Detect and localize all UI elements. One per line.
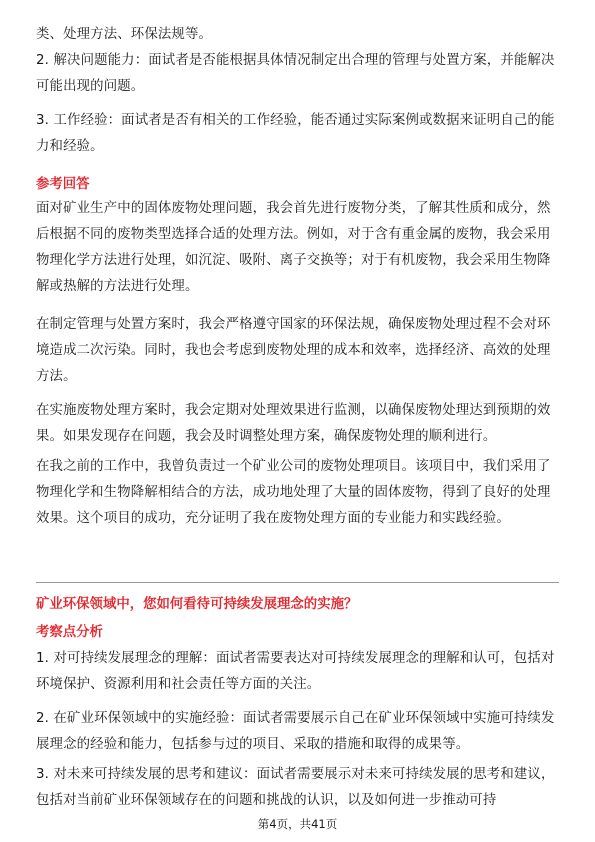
- answer-heading: 参考回答: [36, 177, 90, 192]
- analysis-item: 2. 在矿业环保领域中的实施经验：面试者需要展示自己在矿业环保领域中实施可持续发展理念的经验和能力，包括参与过的项目、采取的措施和取得的成果等。: [36, 711, 555, 752]
- criteria-item-continued: 类、处理方法、环保法规等。: [36, 27, 213, 42]
- answer-paragraph: 在实施废物处理方案时，我会定期对处理效果进行监测，以确保废物处理达到预期的效果。如果发现存在问题，我会及时调整处理方案，确保废物处理的顺利进行。: [36, 403, 551, 444]
- analysis-heading: 考察点分析: [36, 625, 103, 640]
- answer-paragraph: 面对矿业生产中的固体废物处理问题，我会首先进行废物分类，了解其性质和成分，然后根据不同的废物类型选择合适的处理方法。例如，对于含有重金属的废物，我会采用物理化学方法进行处理，如沉淀、吸附、离子交换等；对于有机废物，我会采用生物降解或热解的方法进行处理。: [36, 201, 551, 294]
- answer-paragraph: 在我之前的工作中，我曾负责过一个矿业公司的废物处理项目。该项目中，我们采用了物理化学和生物降解相结合的方法，成功地处理了大量的固体废物，得到了良好的处理效果。这个项目的成功，充分证明了我在废物处理方面的专业能力和实践经验。: [36, 459, 551, 526]
- question-heading: 矿业环保领域中，您如何看待可持续发展理念的实施？: [36, 597, 358, 612]
- analysis-item: 1. 对可持续发展理念的理解：面试者需要表达对可持续发展理念的理解和认可，包括对环境保护、资源利用和社会责任等方面的关注。: [36, 651, 555, 692]
- section-divider: [36, 582, 559, 583]
- page-footer: 第4页，共41页: [257, 817, 338, 831]
- analysis-item: 3. 对未来可持续发展的思考和建议：面试者需要展示对未来可持续发展的思考和建议，包括对当前矿业环保领域存在的问题和挑战的认识，以及如何进一步推动可持: [36, 767, 555, 808]
- answer-paragraph: 在制定管理与处置方案时，我会严格遵守国家的环保法规，确保废物处理过程不会对环境造成二次污染。同时，我也会考虑到废物处理的成本和效率，选择经济、高效的处理方法。: [36, 317, 551, 384]
- criteria-item: 3. 工作经验：面试者是否有相关的工作经验，能否通过实际案例或数据来证明自己的能力和经验。: [36, 113, 555, 154]
- criteria-item: 2. 解决问题能力：面试者是否能根据具体情况制定出合理的管理与处置方案，并能解决可能出现的问题。: [36, 53, 555, 94]
